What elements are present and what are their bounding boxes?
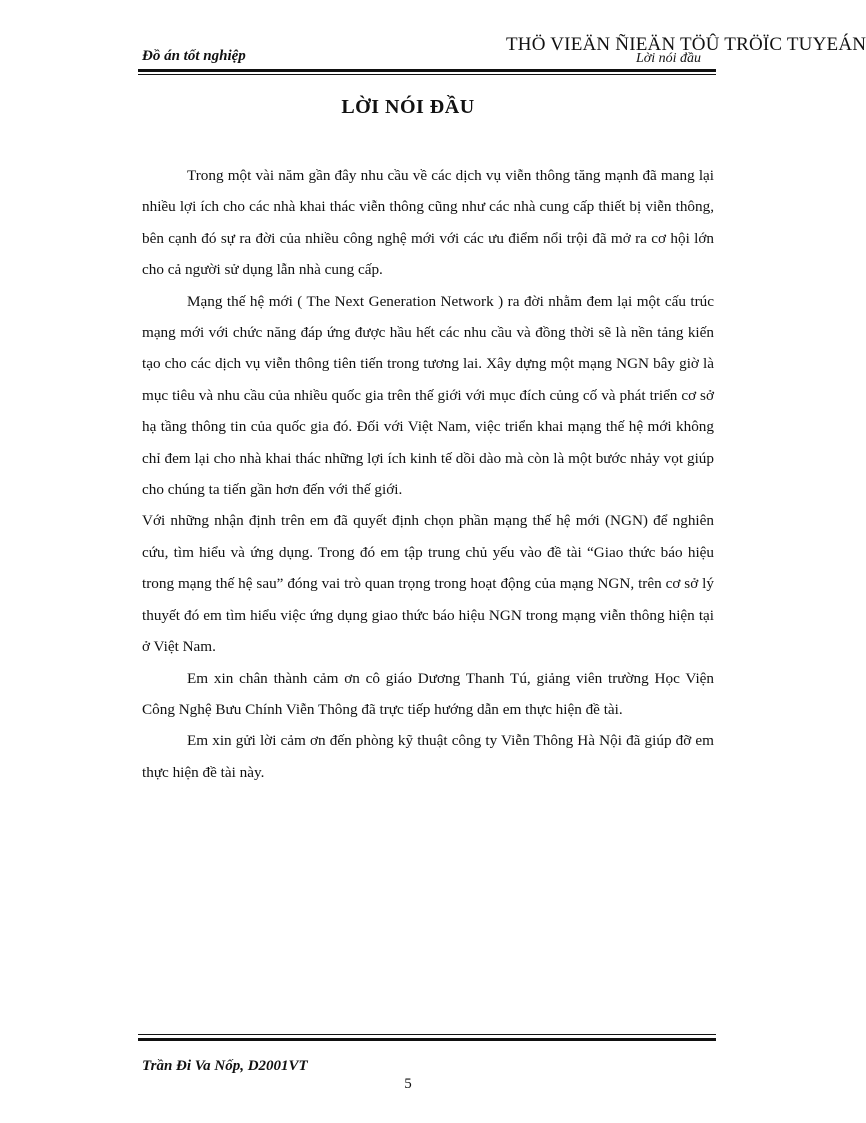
body-text [142,160,714,788]
paragraph-thanks-company: Em xin gửi lời cảm ơn đến phòng kỹ thuật công ty Viễn Thông Hà Nội đã giúp đỡ em thực hiện đề tài này. [142,732,714,781]
page-number: 5 [404,1076,412,1092]
paragraph-intro: Trong một vài năm gần đây nhu cầu về các dịch vụ viễn thông tăng mạnh đã mang lại nhiều lợi ích cho các nhà khai thác viễn thông cũng như các nhà cung cấp thiết bị viễn thông, bên cạnh đó sự ra đời của nhiều công nghệ mới với các ưu điểm nổi trội đã mở ra cơ hội lớn cho cả người sử dụng lẫn nhà cung cấp. [142,167,714,279]
paragraph-thanks-advisor: Em xin chân thành cảm ơn cô giáo Dương Thanh Tú, giảng viên trường Học Viện Công Nghệ Bưu Chính Viễn Thông đã trực tiếp hướng dẫn em thực hiện đề tài. [142,669,714,718]
paragraph-ngn-overview: Mạng thế hệ mới ( The Next Generation Network ) ra đời nhằm đem lại một cấu trúc mạng mới với chức năng đáp ứng được hầu hết các nhu cầu và đồng thời sẽ là nền tảng kiến tạo cho các dịch vụ viễn thông tiên tiến trong tương lai. Xây dựng một mạng NGN bây giờ là mục tiêu và nhu cầu của nhiều quốc gia trên thế giới với mục đích củng cố và phát triển cơ sở hạ tầng thông tin của quốc gia đó. Đối với Việt Nam, việc triển khai mạng thế hệ mới không chỉ đem lại cho nhà khai thác những lợi ích kinh tế dồi dào mà còn là một bước nhảy vọt giúp cho chúng ta tiến gần hơn đến với thế giới. [142,292,714,499]
footer-rule-thin [138,1034,716,1035]
footer-author: Trần Đi Va Nốp, D2001VT [142,1058,308,1074]
library-watermark: THÖ VIEÄN ÑIEÄN TÖÛ TRÖÏC TUYEÁN [506,34,866,55]
page-title: LỜI NÓI ĐẦU [341,96,475,118]
header-document-type: Đồ án tốt nghiệp [142,48,246,64]
footer-rule-thick [138,1038,716,1041]
paragraph-topic-choice: Với những nhận định trên em đã quyết định chọn phần mạng thế hệ mới (NGN) để nghiên cứu, tìm hiểu và ứng dụng. Trong đó em tập trung chủ yếu vào đề tài “Giao thức báo hiệu trong mạng thế hệ sau” đóng vai trò quan trọng trong hoạt động của mạng NGN, trên cơ sở lý thuyết đó em tìm hiểu việc ứng dụng giao thức báo hiệu NGN trong mạng viễn thông hiện tại ở Việt Nam. [142,512,714,656]
header-section-name: Lời nói đầu [636,51,702,66]
header-rule-thin [138,74,716,75]
header-rule-thick [138,69,716,72]
